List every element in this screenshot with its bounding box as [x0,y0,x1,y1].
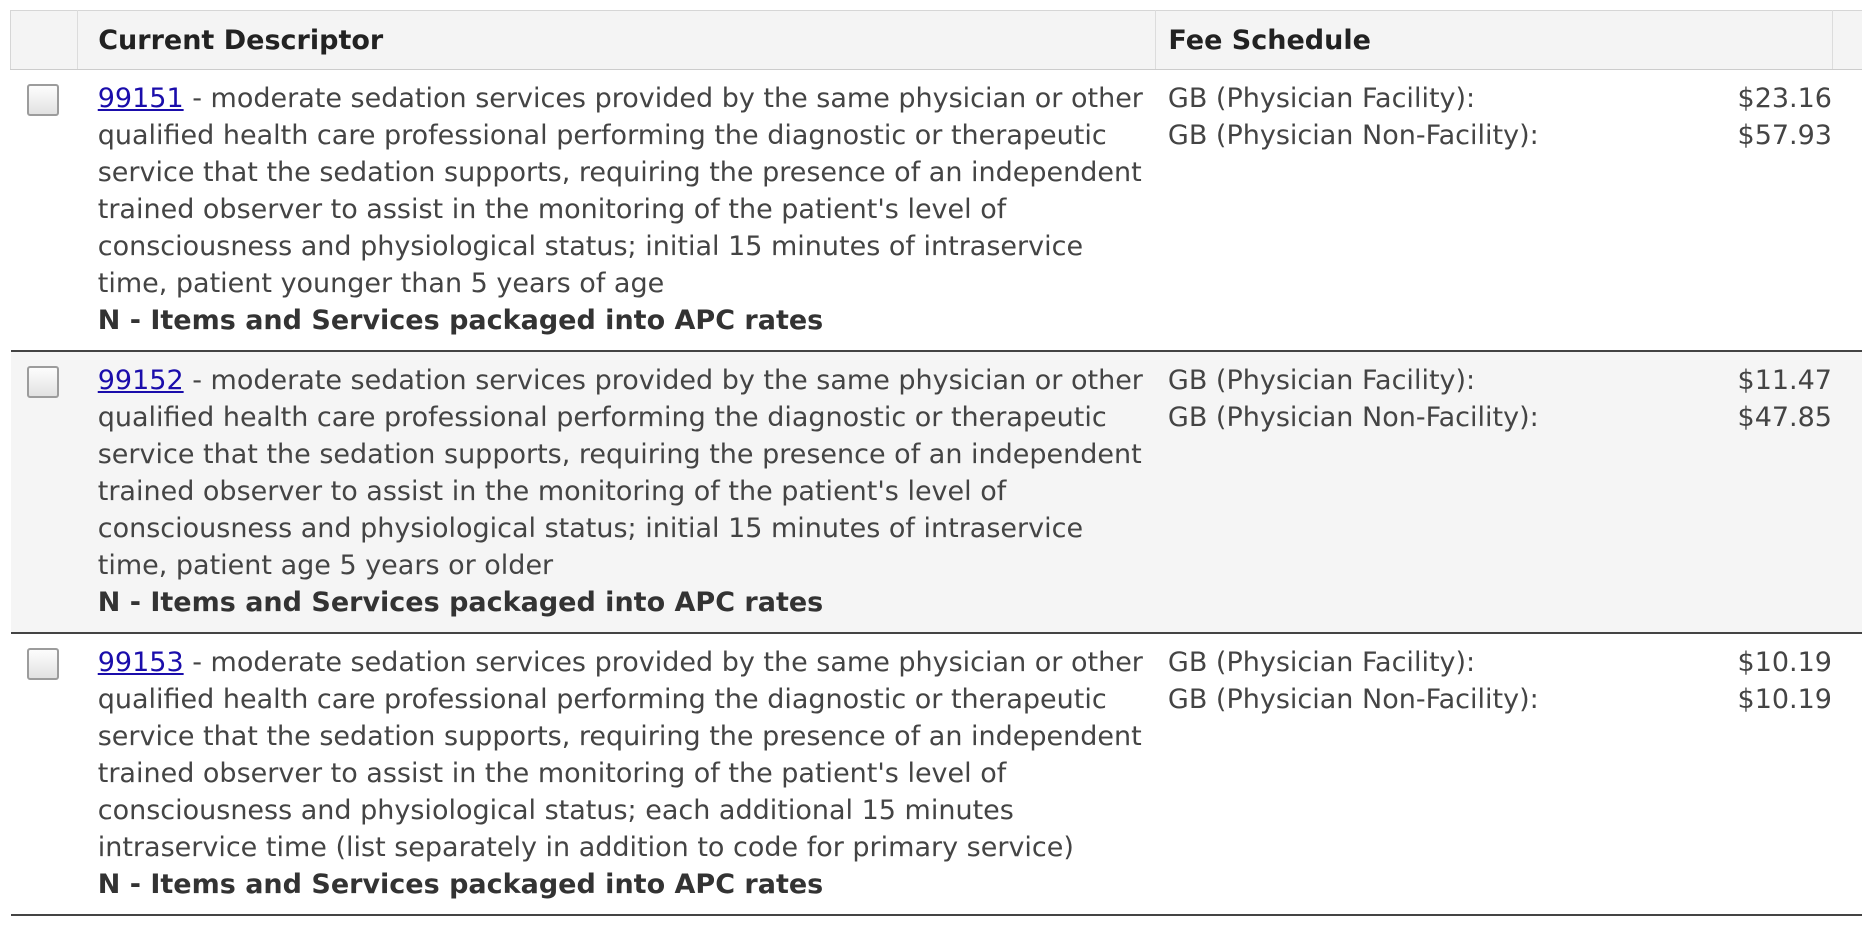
fee-label: GB (Physician Non-Facility): [1167,402,1539,433]
code-description: - moderate sedation services provided by the same physician or other qualified health care professional performing the diagnostic or therapeutic service that the sedation supports, requiring the presence of an independent trained observer to assist in the monitoring of the patient's level of consciousness and physiological status; each additional 15 minutes intraservice time (list separately in addition to code for primary service) [97,647,1143,863]
fee-amount: $57.93 [1737,120,1832,151]
fee-label: GB (Physician Facility): [1167,365,1476,396]
results-table-container [10,10,1862,916]
fee-line-non-facility [1168,117,1832,154]
row-checkbox-cell [11,351,78,633]
results-table [10,10,1862,916]
fee-amount: $47.85 [1737,402,1832,433]
fee-line-non-facility [1168,399,1832,436]
descriptor-cell [78,633,1156,915]
code-link[interactable]: 99152 [97,365,184,396]
row-select-checkbox[interactable] [27,366,59,398]
fee-label: GB (Physician Facility): [1167,83,1476,114]
row-select-checkbox[interactable] [27,648,59,680]
fee-label: GB (Physician Facility): [1167,647,1476,678]
header-spacer [1833,11,1862,70]
fee-schedule-header[interactable]: Fee Schedule [1156,11,1833,70]
checkbox-column-header [11,11,78,70]
status-indicator: N - Items and Services packaged into APC rates [97,305,824,336]
fee-amount: $10.19 [1737,647,1832,678]
status-indicator: N - Items and Services packaged into APC rates [97,587,824,618]
fee-line-non-facility [1168,681,1832,718]
fee-line-facility [1168,644,1832,681]
row-checkbox-cell [11,633,78,915]
descriptor-cell [78,351,1156,633]
row-checkbox-cell [11,70,78,352]
table-row [11,633,1862,915]
fee-line-facility [1168,80,1832,117]
code-description: - moderate sedation services provided by the same physician or other qualified health care professional performing the diagnostic or therapeutic service that the sedation supports, requiring the presence of an independent trained observer to assist in the monitoring of the patient's level of consciousness and physiological status; initial 15 minutes of intraservice time, patient younger than 5 years of age [97,83,1143,299]
fee-amount: $11.47 [1737,365,1832,396]
table-header-row [11,11,1862,70]
fee-label: GB (Physician Non-Facility): [1167,684,1539,715]
code-description: - moderate sedation services provided by the same physician or other qualified health care professional performing the diagnostic or therapeutic service that the sedation supports, requiring the presence of an independent trained observer to assist in the monitoring of the patient's level of consciousness and physiological status; initial 15 minutes of intraservice time, patient age 5 years or older [97,365,1143,581]
status-indicator: N - Items and Services packaged into APC rates [97,869,824,900]
fee-line-facility [1168,362,1832,399]
fee-amount: $23.16 [1737,83,1832,114]
fee-label: GB (Physician Non-Facility): [1167,120,1539,151]
table-row [11,351,1862,633]
row-select-checkbox[interactable] [27,84,59,116]
code-link[interactable]: 99153 [97,647,184,678]
code-link[interactable]: 99151 [97,83,184,114]
table-row [11,70,1862,352]
fee-schedule-cell [1156,351,1862,633]
fee-schedule-cell [1156,70,1862,352]
descriptor-cell [78,70,1156,352]
current-descriptor-header[interactable]: Current Descriptor [78,11,1156,70]
fee-amount: $10.19 [1737,684,1832,715]
fee-schedule-cell [1156,633,1862,915]
